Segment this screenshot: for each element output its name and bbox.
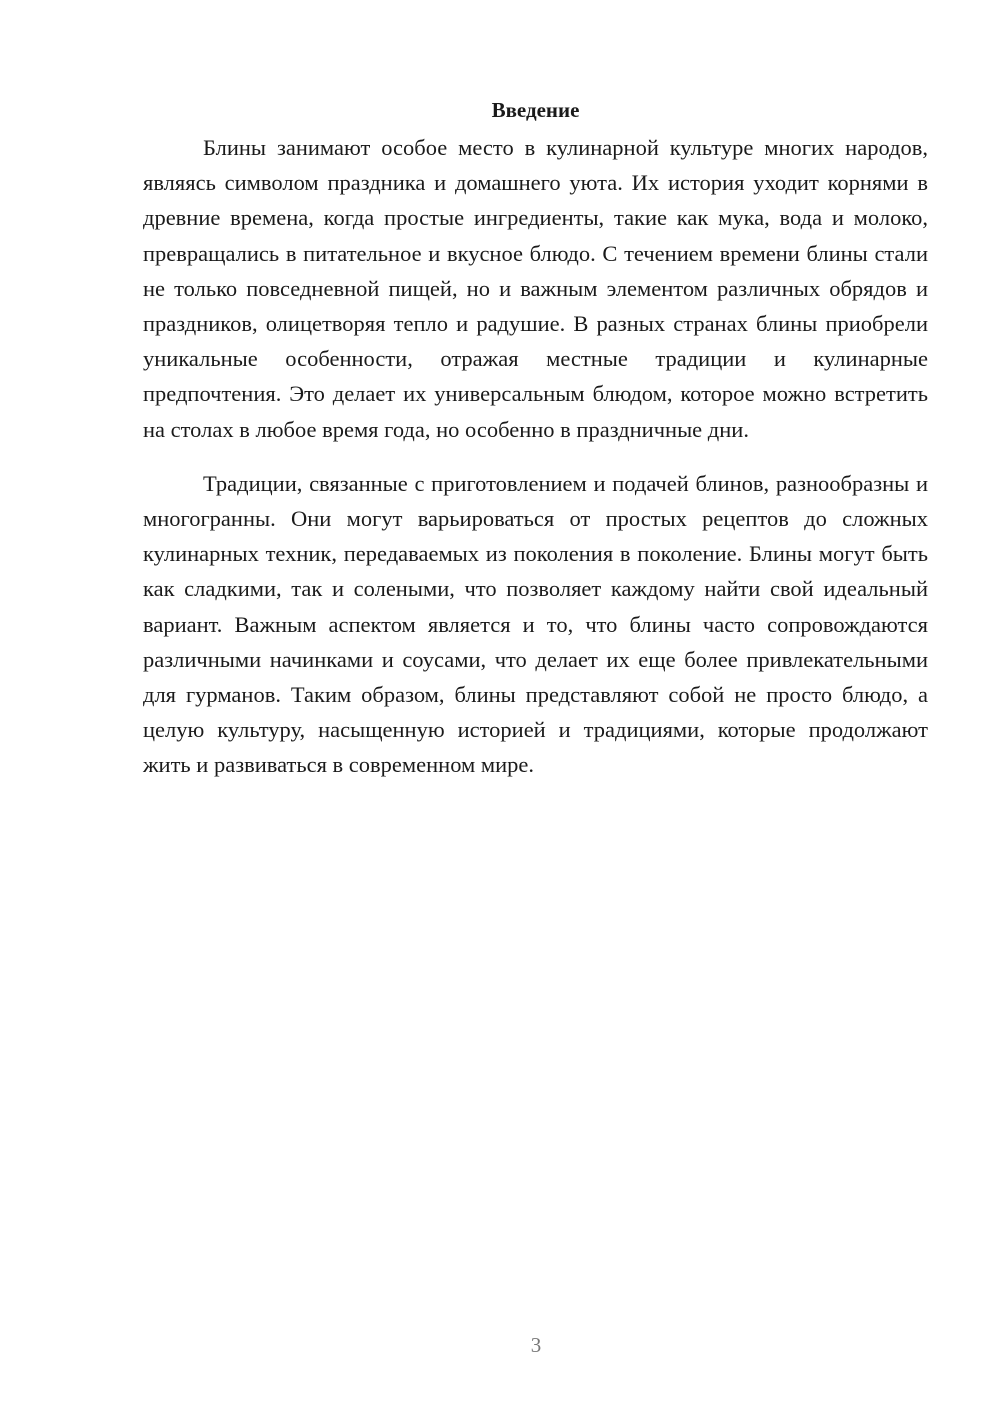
paragraph-2: Традиции, связанные с приготовлением и подачей блинов, разнообразны и многогранны. Они могут варьироваться от простых рецептов до сложных кулинарных техник, передаваемых из поколения в поколение. Блины могут быть как сладкими, так и солеными, что позволяет каждому найти свой идеальный вариант. Важным аспектом является и то, что блины часто сопровождаются различными начинками и соусами, что делает их еще более привлекательными для гурманов. Таким образом, блины представляют собой не просто блюдо, а целую культуру, насыщенную историей и традициями, которые продолжают жить и развиваться в современном мире. (143, 470, 928, 778)
page-number: 3 (530, 1333, 542, 1357)
page-content (143, 92, 928, 802)
paragraph-1: Блины занимают особое место в кулинарной культуре многих народов, являясь символом праздника и домашнего уюта. Их история уходит корнями в древние времена, когда простые ингредиенты, такие как мука, вода и молоко, превращались в питательное и вкусное блюдо. С течением времени блины стали не только повседневной пищей, но и важным элементом различных обрядов и праздников, олицетворяя тепло и радушие. В разных странах блины приобрели уникальные особенности, отражая местные традиции и кулинарные предпочтения. Это делает их универсальным блюдом, которое можно встретить на столах в любое время года, но особенно в праздничные дни. (143, 135, 928, 442)
section-title: Введение (491, 98, 580, 122)
